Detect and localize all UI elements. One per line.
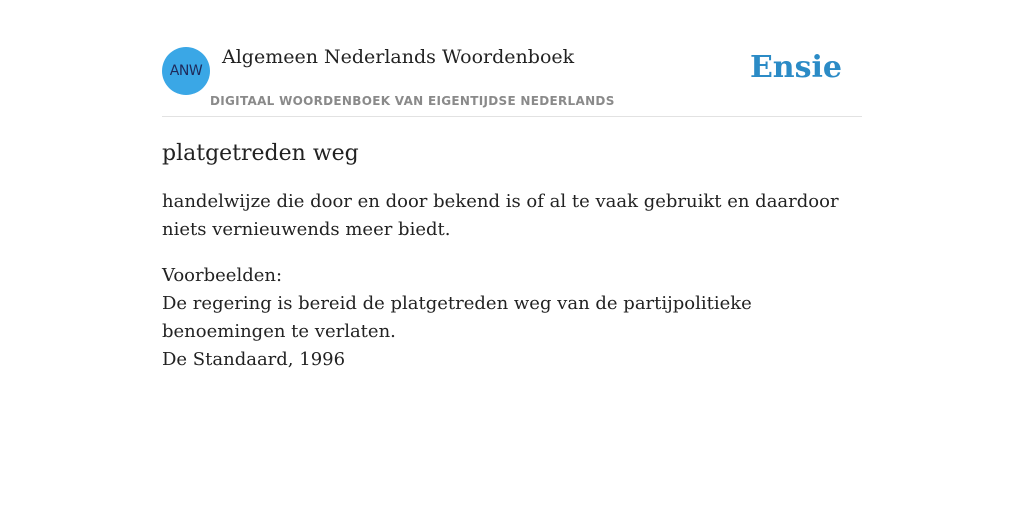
example-source: De Standaard, 1996 — [162, 349, 346, 370]
examples-section — [162, 262, 862, 374]
example-sentence: De regering is bereid de platgetreden weg van de partijpolitieke benoemingen te verlaten. — [162, 293, 752, 342]
ensie-brand-link[interactable]: Ensie — [749, 50, 842, 85]
page-container — [162, 0, 862, 374]
site-header — [162, 0, 862, 117]
examples-label: Voorbeelden: — [162, 265, 283, 286]
entry-definition: handelwijze die door en door bekend is of al te vaak gebruikt en daardoor niets vernieuwends meer biedt. — [162, 191, 839, 240]
entry-title: platgetreden weg — [162, 141, 359, 166]
anw-logo-text: ANW — [169, 63, 203, 79]
anw-logo[interactable] — [162, 47, 210, 95]
site-subtitle: DIGITAAL WOORDENBOEK VAN EIGENTIJDSE NEDERLANDS — [210, 94, 615, 108]
site-title[interactable]: Algemeen Nederlands Woordenboek — [222, 46, 575, 68]
